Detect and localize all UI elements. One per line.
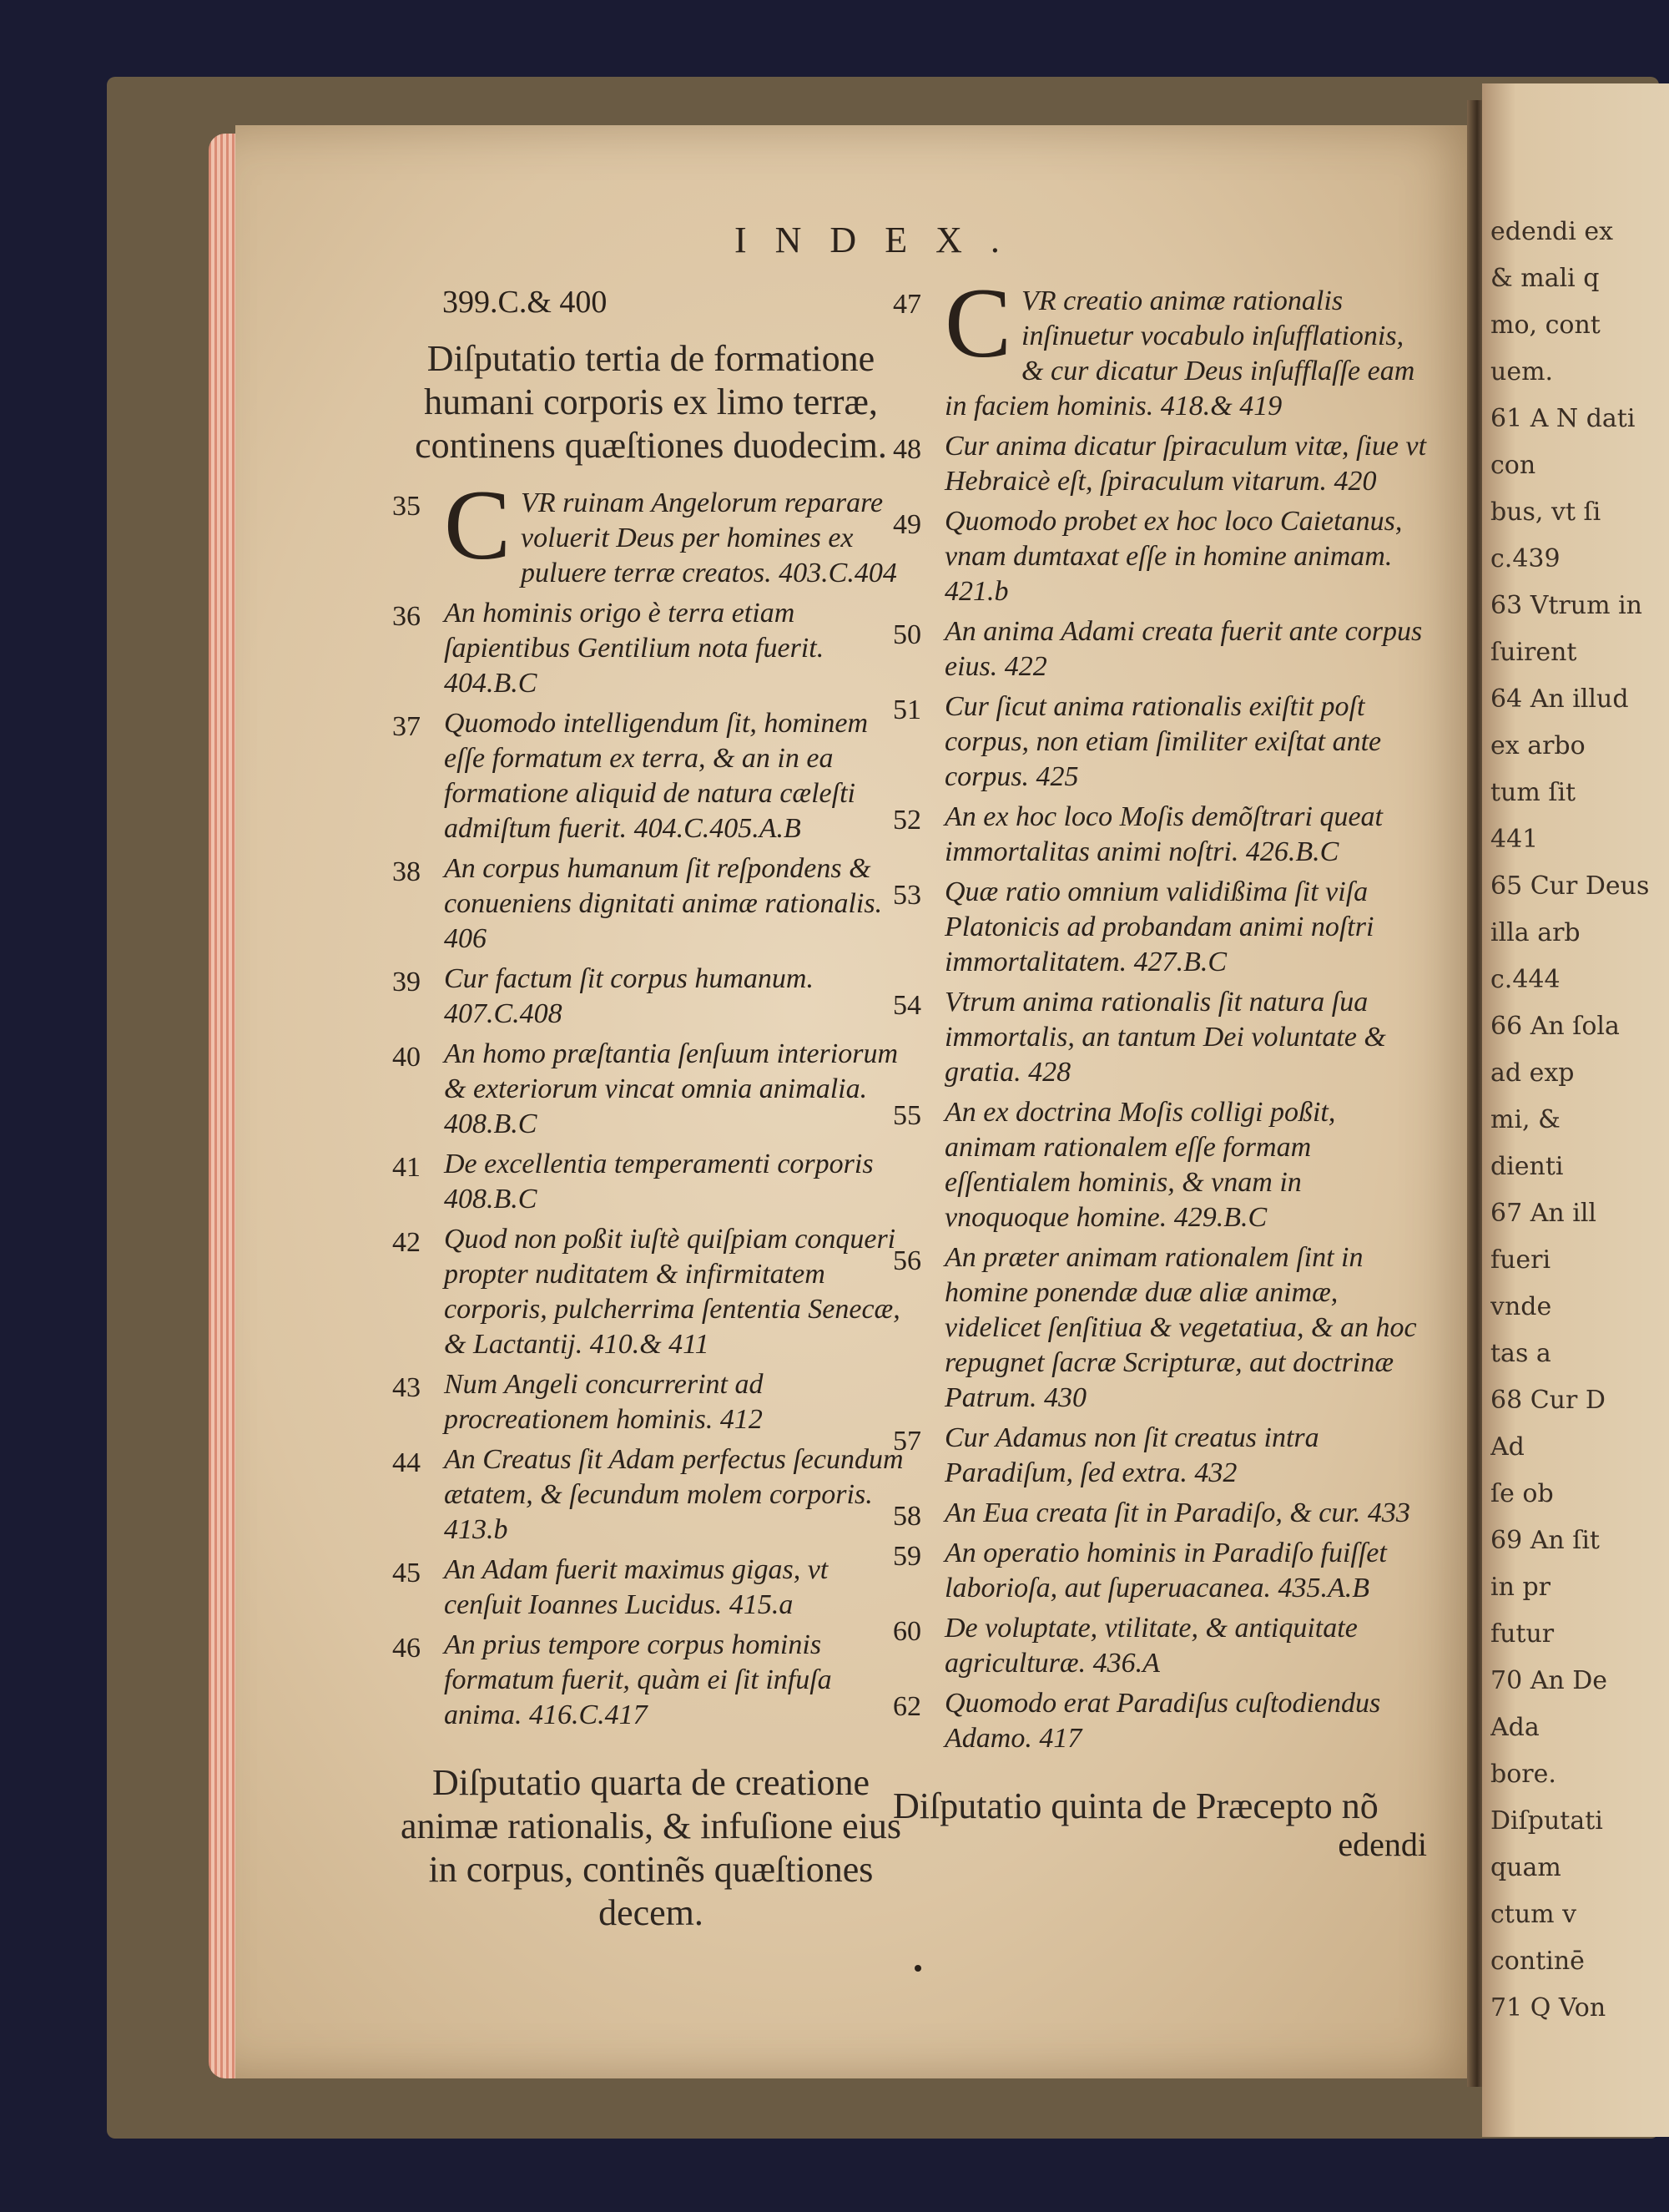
entry-number: 62: [893, 1691, 921, 1722]
entry-body: Quod non poßit iuſtè quiſpiam conqueri propter nuditatem & infirmitatem corporis, pulcherrima ſententia Senecæ, & Lactantij. 410.& 411: [444, 1224, 900, 1360]
right-page-fragment: Diſputati: [1490, 1806, 1603, 1836]
index-entry: [392, 596, 910, 701]
entry-body: An corpus humanum ſit reſpondens & conueniens dignitati animæ rationalis. 406: [444, 853, 883, 954]
entry-number: 59: [893, 1541, 921, 1572]
index-entry: [893, 1421, 1427, 1491]
index-entry: [392, 1037, 910, 1142]
entry-body: Cur factum ſit corpus humanum. 407.C.408: [444, 963, 814, 1029]
right-page-fragment: dienti: [1490, 1152, 1564, 1181]
right-page-fragment: mi, &: [1490, 1105, 1561, 1134]
entry-body: VR ruinam Angelorum reparare voluerit Deus per homines ex puluere terræ creatos. 403.C.404: [521, 487, 897, 588]
entry-text: [945, 1496, 1427, 1531]
entry-text: [945, 1240, 1427, 1416]
index-entry: [893, 504, 1427, 609]
right-page-fragment: 66 An ſola: [1490, 1012, 1620, 1041]
entry-number: 42: [392, 1227, 421, 1258]
entry-text: [444, 1037, 910, 1142]
right-page: [1482, 83, 1669, 2137]
entry-number: 40: [392, 1042, 421, 1073]
entry-body: An ex hoc loco Moſis demõſtrari queat immortalitas animi noſtri. 426.B.C: [945, 801, 1384, 867]
entry-number: 54: [893, 990, 921, 1021]
entry-text: [945, 1095, 1427, 1235]
entry-body: An hominis origo è terra etiam ſapientibus Gentilium nota fuerit. 404.B.C: [444, 598, 824, 699]
entry-body: VR creatio animæ rationalis inſinuetur vocabulo inſufflationis, & cur dicatur Deus inſufflaſſe eam in faciem hominis. 418.& 419: [945, 285, 1415, 422]
entry-body: De excellentia temperamenti corporis 408.B.C: [444, 1149, 874, 1215]
right-page-fragment: c.444: [1490, 965, 1561, 994]
entry-number: 44: [392, 1447, 421, 1478]
right-page-fragment: 67 An ill: [1490, 1199, 1597, 1228]
index-entry: [392, 1553, 910, 1623]
right-page-fragment: 61 A N dati: [1490, 404, 1636, 433]
right-page-fragment: ad exp: [1490, 1058, 1575, 1088]
right-page-fragment: 71 Q Von: [1490, 1993, 1606, 2023]
right-entries: [893, 267, 1427, 1756]
entry-text: [945, 875, 1427, 980]
right-page-fragment: vnde: [1490, 1292, 1552, 1321]
drop-cap: C: [444, 469, 512, 580]
disputatio-heading-4: Diſputatio quarta de creatione animæ rationalis, & infuſione eius in corpus, continẽs quæſtiones decem.: [400, 1762, 901, 1933]
right-page-fragment: 68 Cur D: [1490, 1386, 1606, 1415]
entry-number: 50: [893, 619, 921, 650]
right-page-fragment: continē: [1490, 1947, 1585, 1976]
entry-number: 51: [893, 694, 921, 725]
index-entry: [893, 1240, 1427, 1416]
entry-body: An Adam fuerit maximus gigas, vt cenſuit Ioannes Lucidus. 415.a: [444, 1554, 829, 1620]
entry-body: An Eua creata ſit in Paradiſo, & cur. 433: [945, 1497, 1410, 1528]
entry-body: An homo præſtantia ſenſuum interiorum & exteriorum vincat omnia animalia. 408.B.C: [444, 1038, 898, 1139]
entry-number: 38: [392, 856, 421, 887]
left-entries: [392, 469, 910, 1733]
right-page-fragment: Ada: [1490, 1713, 1540, 1742]
entry-text: [444, 1222, 910, 1362]
entry-body: Vtrum anima rationalis ſit natura ſua immortalis, an tantum Dei voluntate & gratia. 428: [945, 987, 1386, 1088]
entry-text: [444, 596, 910, 701]
right-page-fragment: 441: [1490, 825, 1539, 854]
index-entry: [893, 800, 1427, 870]
entry-body: An præter animam rationalem ſint in homine ponendæ duæ aliæ animæ, videlicet ſenſitiua & vegetatiua, & an hoc repugnet ſacræ Scripturæ, aut doctrinæ Patrum. 430: [945, 1242, 1417, 1413]
entry-number: 55: [893, 1100, 921, 1131]
entry-text: [444, 1367, 910, 1437]
entry-number: 60: [893, 1616, 921, 1647]
right-page-fragment: ex arbo: [1490, 731, 1586, 760]
entry-text: [945, 1611, 1427, 1681]
left-column: [392, 284, 910, 1953]
right-page-fragment: c.439: [1490, 544, 1561, 573]
entry-text: [945, 689, 1427, 795]
index-entry: [893, 267, 1427, 424]
right-page-fragment: in pr: [1490, 1573, 1551, 1602]
entry-number: 57: [893, 1426, 921, 1457]
entry-number: 39: [392, 967, 421, 997]
index-entry: [893, 985, 1427, 1090]
index-entry: [893, 614, 1427, 684]
entry-body: Quæ ratio omnium validißima ſit viſa Platonicis ad probandam animi noſtri immortalitatem. 427.B.C: [945, 876, 1374, 977]
entry-text: [444, 1442, 910, 1548]
entry-number: 46: [392, 1633, 421, 1664]
index-entry: [392, 1222, 910, 1362]
right-page-fragment: uem.: [1490, 357, 1554, 386]
catchword: edendi: [1338, 1826, 1427, 1863]
right-page-fragment: 63 Vtrum in: [1490, 591, 1642, 620]
entry-number: 35: [392, 491, 421, 522]
entry-body: An operatio hominis in Paradiſo fuiſſet laborioſa, aut ſuperuacanea. 435.A.B: [945, 1538, 1387, 1603]
index-entry: [893, 1496, 1427, 1531]
right-page-fragment: Ad: [1490, 1432, 1525, 1462]
index-entry: [893, 1536, 1427, 1606]
entry-body: Quomodo probet ex hoc loco Caietanus, vnam dumtaxat eſſe in homine animam. 421.b: [945, 506, 1403, 607]
entry-text: [444, 851, 910, 957]
entry-number: 58: [893, 1501, 921, 1532]
right-page-fragment: illa arb: [1490, 918, 1581, 947]
entry-text: [945, 614, 1427, 684]
right-page-fragment: bore.: [1490, 1760, 1556, 1789]
entry-text: [444, 1553, 910, 1623]
entry-number: 53: [893, 880, 921, 911]
entry-number: 56: [893, 1245, 921, 1276]
entry-text: [945, 267, 1427, 424]
drop-cap: C: [945, 267, 1012, 378]
index-header: INDEX.: [734, 220, 1028, 260]
entry-body: Num Angeli concurrerint ad procreationem hominis. 412: [444, 1369, 764, 1435]
entry-text: [945, 429, 1427, 499]
right-page-fragment: & mali q: [1490, 264, 1600, 293]
entry-number: 37: [392, 711, 421, 742]
entry-text: [945, 800, 1427, 870]
index-entry: [893, 1686, 1427, 1756]
entry-body: An prius tempore corpus hominis formatum fuerit, quàm ei ſit infuſa anima. 416.C.417: [444, 1629, 832, 1730]
continuation-ref: 399.C.& 400: [442, 285, 608, 320]
right-page-fragment: 65 Cur Deus: [1490, 871, 1650, 901]
entry-number: 48: [893, 434, 921, 465]
entry-text: [945, 504, 1427, 609]
entry-number: 47: [893, 289, 921, 320]
index-entry: [893, 689, 1427, 795]
index-entry: [392, 1367, 910, 1437]
right-page-fragment: bus, vt ſi: [1490, 497, 1601, 527]
entry-number: 43: [392, 1372, 421, 1403]
right-page-fragment: 70 An De: [1490, 1666, 1608, 1695]
entry-body: Cur ſicut anima rationalis exiſtit poſt corpus, non etiam ſimiliter exiſtat ante corpus. 425: [945, 691, 1382, 792]
right-page-fragment: futur: [1490, 1619, 1555, 1649]
right-page-fragment: 64 An illud: [1490, 684, 1629, 714]
entry-text: [945, 1686, 1427, 1756]
entry-text: [444, 1147, 910, 1217]
right-page-fragment: 69 An ſit: [1490, 1526, 1600, 1555]
entry-body: De voluptate, vtilitate, & antiquitate agriculturæ. 436.A: [945, 1613, 1358, 1679]
entry-text: [945, 1421, 1427, 1491]
right-page-fragment: ſe ob: [1490, 1479, 1554, 1508]
entry-number: 52: [893, 805, 921, 836]
index-entry: [392, 469, 910, 591]
index-entry: [392, 1147, 910, 1217]
entry-text: [945, 985, 1427, 1090]
index-entry: [392, 851, 910, 957]
entry-body: Cur Adamus non ſit creatus intra Paradiſum, ſed extra. 432: [945, 1422, 1319, 1488]
entry-number: 45: [392, 1558, 421, 1588]
entry-number: 49: [893, 509, 921, 540]
page-dot: [915, 1965, 921, 1972]
right-page-fragment: edendi ex: [1490, 217, 1614, 246]
index-entry: [392, 1442, 910, 1548]
index-entry: [893, 875, 1427, 980]
entry-body: An anima Adami creata fuerit ante corpus eius. 422: [945, 616, 1423, 682]
disputatio-heading-3: Diſputatio tertia de formatione humani corporis ex limo terræ, continens quæſtiones duodecim.: [415, 338, 887, 466]
right-page-fragment: ſuirent: [1490, 638, 1577, 667]
entry-body: Quomodo intelligendum ſit, hominem eſſe formatum ex terra, & an in ea formatione aliquid de natura cæleſti admiſtum fuerit. 404.C.405.A.B: [444, 708, 869, 844]
entry-text: [444, 962, 910, 1032]
entry-body: Quomodo erat Paradiſus cuſtodiendus Adamo. 417: [945, 1688, 1381, 1754]
right-page-fragment: tum ſit: [1490, 778, 1576, 807]
right-page-fragments: [1490, 217, 1666, 2040]
index-entry: [893, 1095, 1427, 1235]
right-page-fragment: ctum v: [1490, 1900, 1577, 1929]
entry-number: 41: [392, 1152, 421, 1183]
entry-text: [444, 706, 910, 846]
right-page-fragment: fueri: [1490, 1245, 1551, 1275]
right-page-fragment: con: [1490, 451, 1536, 480]
entry-text: [444, 469, 910, 591]
entry-number: 36: [392, 601, 421, 632]
entry-text: [945, 1536, 1427, 1606]
index-entry: [893, 1611, 1427, 1681]
entry-body: Cur anima dicatur ſpiraculum vitæ, ſiue vt Hebraicè eſt, ſpiraculum vitarum. 420: [945, 431, 1427, 497]
right-page-fragment: mo, cont: [1490, 311, 1601, 340]
entry-text: [444, 1628, 910, 1733]
index-entry: [392, 962, 910, 1032]
index-entry: [893, 429, 1427, 499]
right-page-fragment: quam: [1490, 1853, 1561, 1882]
right-page-fragment: tas a: [1490, 1339, 1551, 1368]
disputatio-heading-5: Diſputatio quinta de Præcepto nõ: [893, 1785, 1379, 1826]
entry-body: An Creatus ſit Adam perfectus ſecundum ætatem, & ſecundum molem corporis. 413.b: [444, 1444, 904, 1545]
entry-body: An ex doctrina Moſis colligi poßit, animam rationalem eſſe formam eſſentialem hominis, & vnam in vnoquoque homine. 429.B.C: [945, 1097, 1336, 1233]
index-entry: [392, 706, 910, 846]
right-column: [893, 267, 1427, 1864]
index-entry: [392, 1628, 910, 1733]
